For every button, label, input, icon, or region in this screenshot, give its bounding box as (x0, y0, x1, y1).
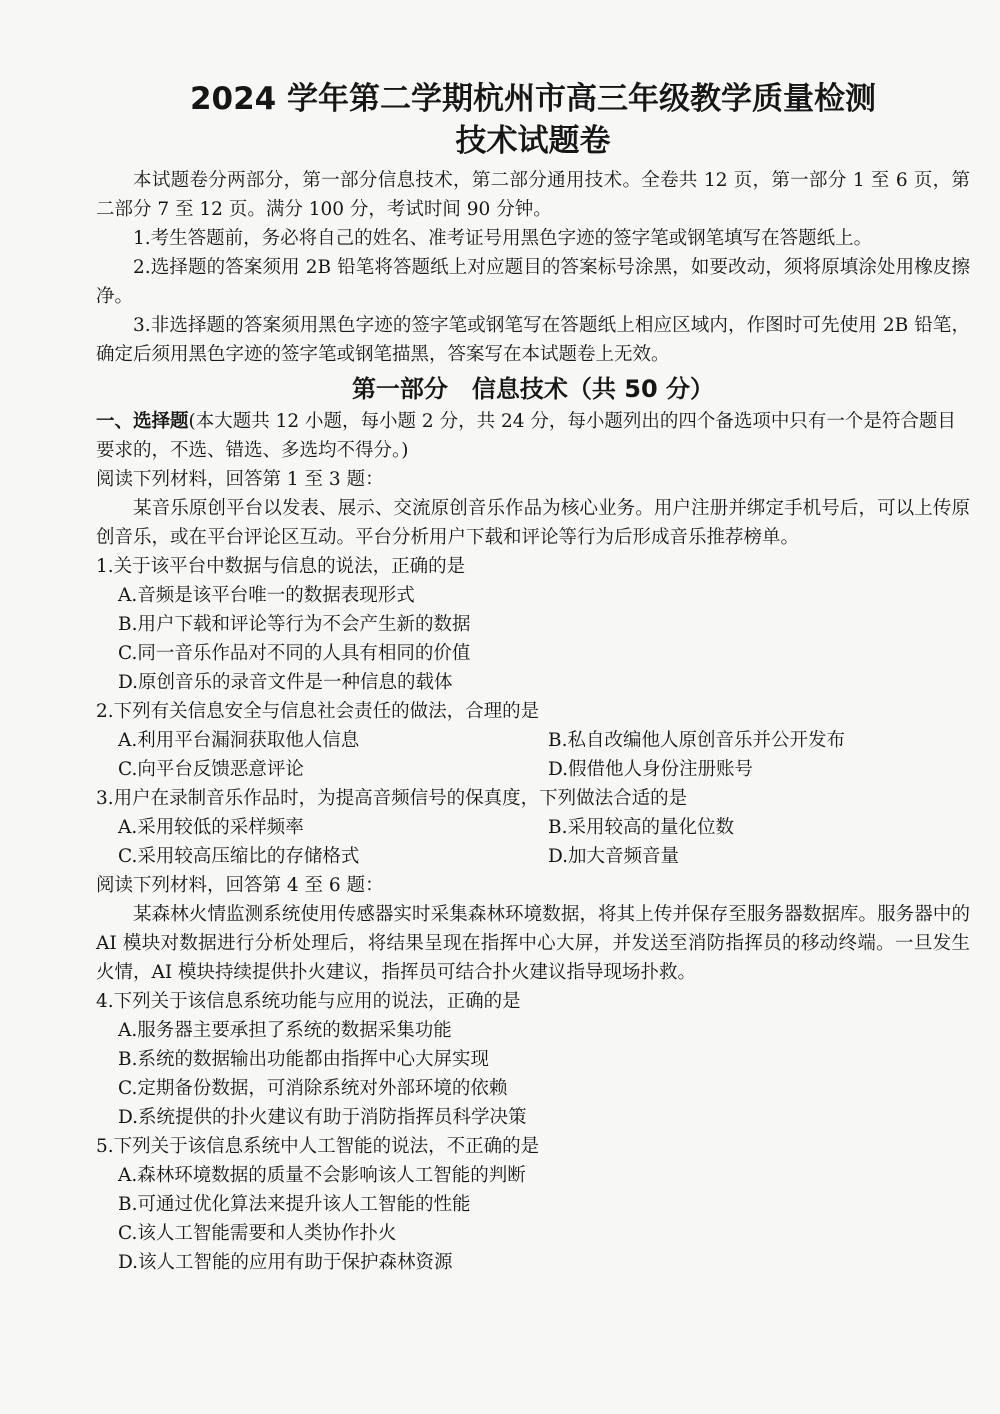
option: A.服务器主要承担了系统的数据采集功能 (118, 1020, 452, 1041)
part-title: 第一部分 信息技术（共 50 分） (351, 375, 715, 403)
option: D.加大音频音量 (548, 846, 680, 867)
option-row (96, 755, 970, 784)
option: C.同一音乐作品对不同的人具有相同的价值 (118, 643, 471, 664)
option: D.系统提供的扑火建议有助于消防指挥员科学决策 (118, 1107, 527, 1128)
option: C.采用较高压缩比的存储格式 (118, 846, 360, 867)
reading-lead: 阅读下列材料，回答第 4 至 6 题： (96, 875, 384, 896)
option: B.系统的数据输出功能都由指挥中心大屏实现 (118, 1049, 489, 1070)
exam-title: 2024 学年第二学期杭州市高三年级教学质量检测 (189, 81, 877, 117)
question-stem: 5.下列关于该信息系统中人工智能的说法，不正确的是 (96, 1136, 540, 1157)
option: D.该人工智能的应用有助于保护森林资源 (118, 1252, 453, 1273)
question-stem: 3.用户在录制音乐作品时，为提高音频信号的保真度，下列做法合适的是 (96, 788, 688, 809)
option: A.音频是该平台唯一的数据表现形式 (118, 585, 415, 606)
reading-lead: 阅读下列材料，回答第 1 至 3 题： (96, 469, 384, 490)
exam-subtitle: 技术试题卷 (455, 123, 611, 159)
section-description: (本大题共 12 小题，每小题 2 分，共 24 分，每小题列出的四个备选项中只有一个是符合题目要求的，不选、错选、多选均不得分。) (96, 411, 956, 461)
intro-paragraph: 本试题卷分两部分，第一部分信息技术，第二部分通用技术。全卷共 12 页，第一部分 1 至 6 页，第二部分 7 至 12 页。满分 100 分，考试时间 90 分钟。 (96, 170, 970, 220)
reading-material: 某音乐原创平台以发表、展示、交流原创音乐作品为核心业务。用户注册并绑定手机号后，可以上传原创音乐，或在平台评论区互动。平台分析用户下载和评论等行为后形成音乐推荐榜单。 (96, 498, 970, 548)
section-label: 一、选择题 (96, 411, 189, 432)
section-heading (96, 407, 970, 465)
option: C.向平台反馈恶意评论 (118, 759, 304, 780)
question-stem: 2.下列有关信息安全与信息社会责任的做法，合理的是 (96, 701, 540, 722)
instruction-item: 1.考生答题前，务必将自己的姓名、准考证号用黑色字迹的签字笔或钢笔填写在答题纸上。 (133, 228, 873, 249)
reading-material: 某森林火情监测系统使用传感器实时采集森林环境数据，将其上传并保存至服务器数据库。服务器中的 AI 模块对数据进行分析处理后，将结果呈现在指挥中心大屏，并发送至消防指挥员的移动终端。一旦发生火情，AI 模块持续提供扑火建议，指挥员可结合扑火建议指导现场扑救。 (96, 904, 970, 983)
option: B.可通过优化算法来提升该人工智能的性能 (118, 1194, 471, 1215)
option: C.定期备份数据，可消除系统对外部环境的依赖 (118, 1078, 508, 1099)
question-stem: 1.关于该平台中数据与信息的说法，正确的是 (96, 556, 466, 577)
question-stem: 4.下列关于该信息系统功能与应用的说法，正确的是 (96, 991, 521, 1012)
instruction-item: 2.选择题的答案须用 2B 铅笔将答题纸上对应题目的答案标号涂黑，如要改动，须将原填涂处用橡皮擦净。 (96, 257, 970, 307)
option: C.该人工智能需要和人类协作扑火 (118, 1223, 397, 1244)
option: B.用户下载和评论等行为不会产生新的数据 (118, 614, 471, 635)
option-row (96, 726, 970, 755)
instruction-item: 3.非选择题的答案须用黑色字迹的签字笔或钢笔写在答题纸上相应区域内，作图时可先使用 2B 铅笔，确定后须用黑色字迹的签字笔或钢笔描黑，答案写在本试题卷上无效。 (96, 315, 970, 365)
option: B.采用较高的量化位数 (548, 817, 734, 838)
option: A.采用较低的采样频率 (118, 817, 304, 838)
option-row (96, 813, 970, 842)
option: D.假借他人身份注册账号 (548, 759, 754, 780)
option: A.利用平台漏洞获取他人信息 (118, 730, 360, 751)
option: B.私自改编他人原创音乐并公开发布 (548, 730, 845, 751)
option: A.森林环境数据的质量不会影响该人工智能的判断 (118, 1165, 526, 1186)
option: D.原创音乐的录音文件是一种信息的载体 (118, 672, 453, 693)
option-row (96, 842, 970, 871)
